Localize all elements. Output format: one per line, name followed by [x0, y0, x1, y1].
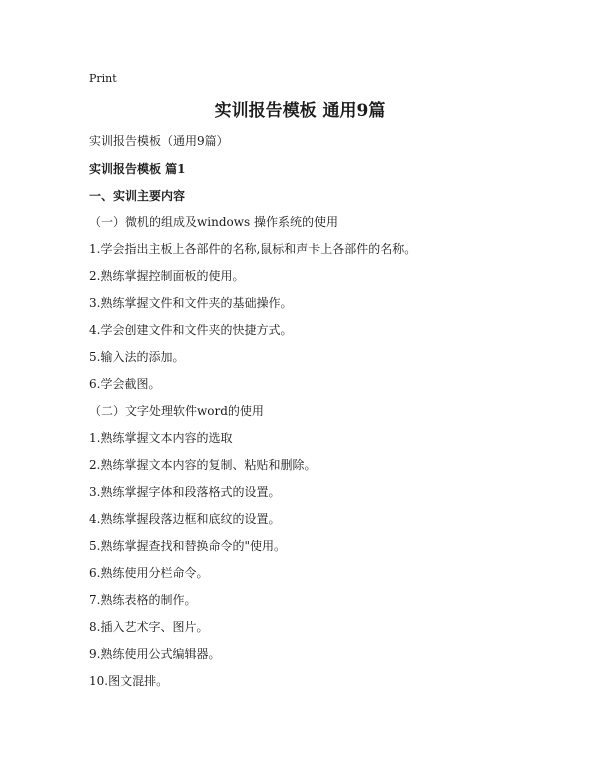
article-heading: 实训报告模板 篇1: [89, 162, 186, 176]
list-item: 9.熟练使用公式编辑器。: [89, 647, 221, 661]
list-item: 3.熟练掌握文件和文件夹的基础操作。: [89, 296, 293, 310]
list-item: 2.熟练掌握文本内容的复制、粘贴和删除。: [89, 458, 317, 472]
list-item: 6.学会截图。: [89, 377, 161, 391]
section-heading: 一、实训主要内容: [89, 189, 186, 203]
document-title: 实训报告模板 通用9篇: [214, 101, 386, 121]
list-item: 6.熟练使用分栏命令。: [89, 566, 209, 580]
list-item: 8.插入艺术字、图片。: [89, 620, 209, 634]
part-heading: （一）微机的组成及windows 操作系统的使用: [89, 215, 338, 229]
list-item: 5.熟练掌握查找和替换命令的"使用。: [89, 539, 286, 553]
list-item: 1.熟练掌握文本内容的选取: [89, 431, 233, 445]
part-heading: （二）文字处理软件word的使用: [89, 404, 264, 418]
print-label[interactable]: Print: [89, 72, 117, 85]
list-item: 10.图文混排。: [89, 674, 169, 688]
list-item: 1.学会指出主板上各部件的名称,鼠标和声卡上各部件的名称。: [89, 242, 417, 256]
list-item: 5.输入法的添加。: [89, 350, 185, 364]
document-subtitle: 实训报告模板（通用9篇）: [89, 134, 229, 148]
list-item: 7.熟练表格的制作。: [89, 593, 197, 607]
list-item: 4.熟练掌握段落边框和底纹的设置。: [89, 512, 281, 526]
list-item: 3.熟练掌握字体和段落格式的设置。: [89, 485, 281, 499]
list-item: 2.熟练掌握控制面板的使用。: [89, 269, 245, 283]
list-item: 4.学会创建文件和文件夹的快捷方式。: [89, 323, 293, 337]
